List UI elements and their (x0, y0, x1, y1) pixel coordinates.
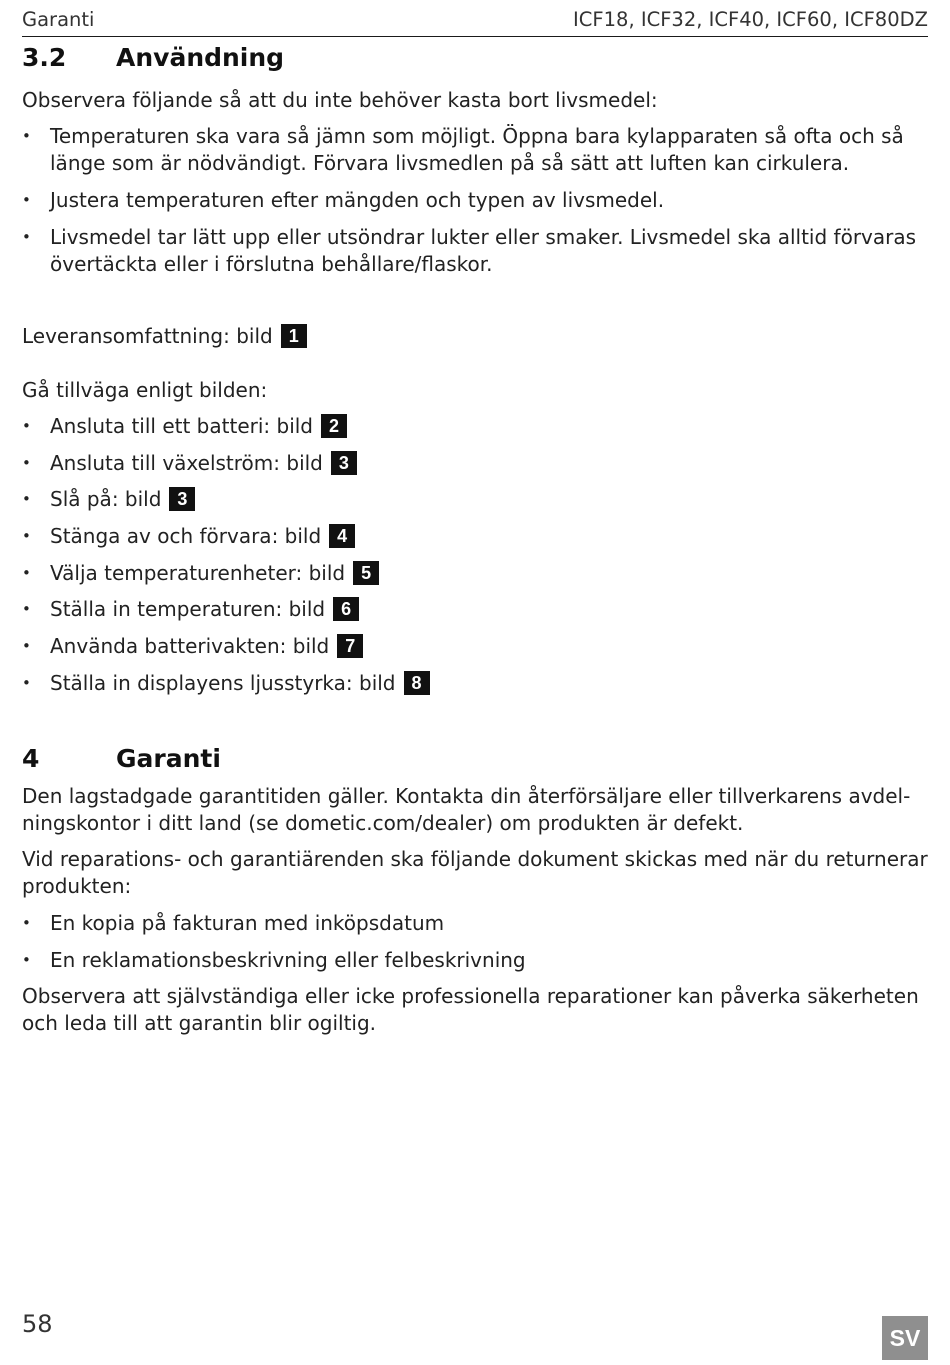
procedure-step-label: Välja temperaturenheter: bild (50, 560, 346, 585)
warranty-paragraph-2: Vid reparations- och garantiärenden ska följande dokument skickas med när du returnerar produkten: (22, 847, 928, 898)
procedure-step-label: Stänga av och förvara: bild (50, 524, 322, 549)
procedure-step-label: Ansluta till växelström: bild (50, 450, 323, 475)
running-header (22, 6, 928, 37)
list-item (22, 560, 928, 587)
header-chapter: Garanti (22, 8, 95, 31)
list-item (22, 450, 928, 477)
figure-reference: 7 (337, 634, 363, 658)
list-item (22, 486, 928, 513)
list-item (22, 633, 928, 660)
usage-bullet-list (22, 123, 928, 288)
figure-reference: 4 (329, 524, 355, 548)
list-item (22, 413, 928, 440)
section-number: 4 (22, 744, 40, 773)
list-item (22, 523, 928, 550)
delivery-scope (22, 323, 928, 350)
procedure-step-label: Ställa in temperaturen: bild (50, 597, 326, 622)
header-models: ICF18, ICF32, ICF40, ICF60, ICF80DZ (573, 8, 928, 31)
list-item: • En reklamationsbeskrivning eller felbeskrivning (22, 947, 928, 974)
warranty-document-list (22, 910, 928, 984)
list-item (22, 670, 928, 697)
delivery-scope-label: Leveransomfattning: bild (22, 324, 273, 348)
section-number: 3.2 (22, 43, 67, 72)
procedure-step-label: Använda batterivakten: bild (50, 634, 330, 659)
list-item: • Temperaturen ska vara så jämn som möjligt. Öppna bara kylapparaten så ofta och så länge som är nödvändigt. Förvara livsmedlen på så sätt att luften kan cirkulera. (22, 123, 928, 177)
figure-reference: 3 (331, 451, 357, 475)
list-item (22, 596, 928, 623)
figure-reference: 6 (333, 597, 359, 621)
procedure-list (22, 413, 928, 707)
list-item: • Livsmedel tar lätt upp eller utsöndrar lukter eller smaker. Livsmedel ska alltid förvaras övertäckta eller i förslutna behållare/flaskor. (22, 224, 928, 278)
manual-page (22, 0, 928, 1365)
usage-intro: Observera följande så att du inte behöver kasta bort livsmedel: (22, 88, 658, 112)
procedure-step-label: Ansluta till ett batteri: bild (50, 414, 313, 438)
figure-reference: 1 (281, 324, 307, 348)
language-badge: SV (882, 1316, 928, 1360)
warranty-paragraph-3: Observera att självständiga eller icke professionella reparationer kan påverka säkerheten och leda till att garantin blir ogiltig. (22, 984, 919, 1035)
procedure-step-label: Slå på: bild (50, 487, 162, 512)
section-title: Garanti (116, 744, 221, 773)
section-title: Användning (116, 43, 285, 72)
figure-reference: 8 (404, 671, 430, 695)
warranty-paragraph-1: Den lagstadgade garantitiden gäller. Kontakta din återförsäljare eller tillverkarens avdel-ningskontor i ditt land (se dometic.com/dealer) om produkten är defekt. (22, 784, 911, 835)
page-number: 58 (22, 1310, 53, 1338)
list-item: • Justera temperaturen efter mängden och typen av livsmedel. (22, 187, 928, 214)
figure-reference: 5 (353, 561, 379, 585)
figure-reference: 3 (169, 487, 195, 511)
procedure-intro: Gå tillväga enligt bilden: (22, 378, 268, 402)
figure-reference: 2 (321, 414, 347, 438)
list-item: • En kopia på fakturan med inköpsdatum (22, 910, 928, 937)
procedure-step-label: Ställa in displayens ljusstyrka: bild (50, 670, 396, 695)
